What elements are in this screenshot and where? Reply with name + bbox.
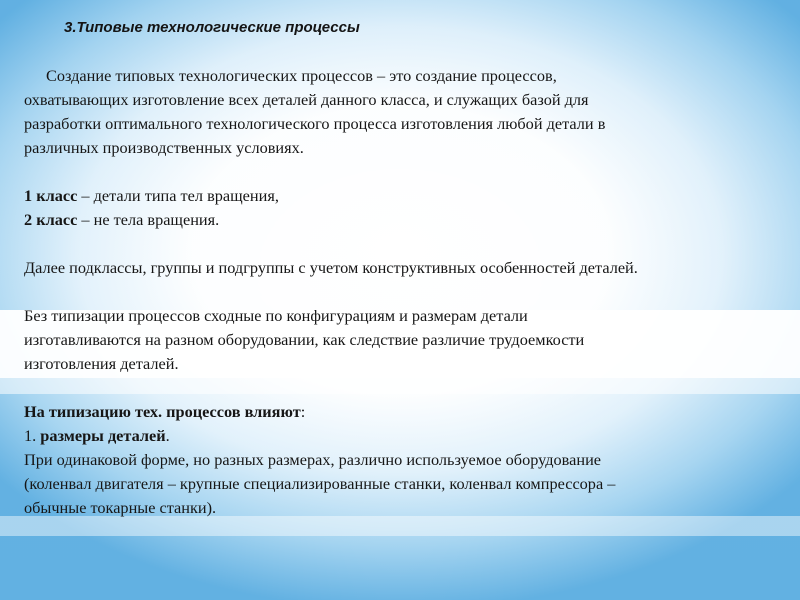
class-2-text: – не тела вращения.	[77, 210, 220, 229]
class-1-item	[24, 184, 784, 208]
factor-1-line	[24, 424, 784, 448]
class-2-label: 2 класс	[24, 210, 78, 229]
intro-line-1: Создание типовых технологических процессов – это создание процессов,	[46, 66, 557, 85]
factors-heading-line	[24, 400, 784, 424]
factors-colon: :	[300, 402, 306, 421]
spacer	[24, 160, 784, 184]
class-1-label: 1 класс	[24, 186, 78, 205]
factor-1-period: .	[165, 426, 170, 445]
spacer	[24, 376, 784, 400]
slide-content	[24, 64, 784, 520]
intro-line-4: различных производственных условиях.	[24, 138, 304, 157]
factor-1-desc-line-1: При одинаковой форме, но разных размерах, различно используемое оборудование	[24, 450, 602, 469]
no-typing-line-2: изготавливаются на разном оборудовании, как следствие различие трудоемкости	[24, 330, 585, 349]
intro-line-2: охватывающих изготовление всех деталей данного класса, и служащих базой для	[24, 90, 589, 109]
class-2-item	[24, 208, 784, 232]
factor-1-desc-line-2: (коленвал двигателя – крупные специализированные станки, коленвал компрессора –	[24, 474, 616, 493]
factor-1-number: 1.	[24, 426, 41, 445]
factor-1-label: размеры деталей	[40, 426, 166, 445]
intro-line-3: разработки оптимального технологического процесса изготовления любой детали в	[24, 114, 606, 133]
factors-heading: На типизацию тех. процессов влияют	[24, 402, 301, 421]
subclasses-text: Далее подклассы, группы и подгруппы с учетом конструктивных особенностей деталей.	[24, 258, 638, 277]
no-typing-line-1: Без типизации процессов сходные по конфигурациям и размерам детали	[24, 306, 528, 325]
spacer	[24, 232, 784, 256]
factor-1-desc-line-3: обычные токарные станки).	[24, 498, 217, 517]
slide-title: 3.Типовые технологические процессы	[64, 19, 360, 36]
spacer	[24, 280, 784, 304]
class-1-text: – детали типа тел вращения,	[77, 186, 279, 205]
no-typing-line-3: изготовления деталей.	[24, 354, 179, 373]
